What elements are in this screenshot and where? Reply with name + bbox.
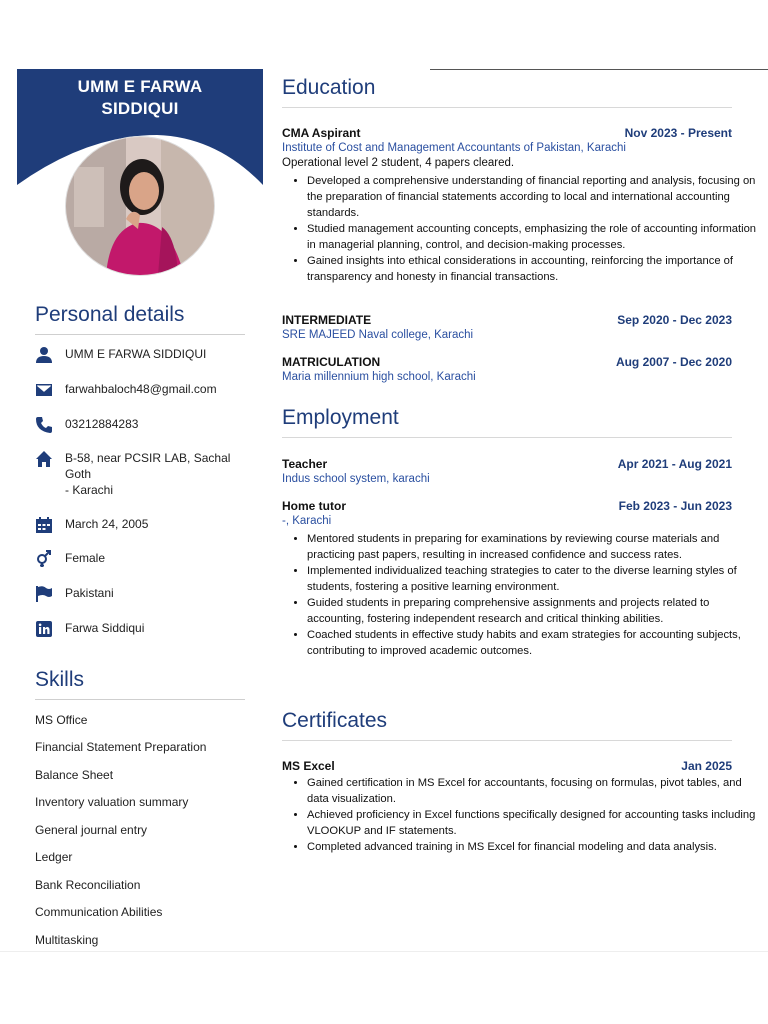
certificate-entry-title: MS Excel (282, 759, 335, 773)
education-bullets (289, 173, 757, 285)
skill-item: Communication Abilities (35, 905, 163, 919)
education-divider (282, 107, 732, 108)
flag-icon (35, 585, 53, 603)
education-entry-institution: Institute of Cost and Management Accountants of Pakistan, Karachi (282, 142, 626, 154)
employment-entry-date: Feb 2023 - Jun 2023 (618, 499, 732, 513)
personal-details-divider (35, 334, 245, 335)
education-entry-title: INTERMEDIATE (282, 313, 372, 327)
bottom-divider (0, 951, 768, 952)
skill-item: Multitasking (35, 933, 99, 947)
bullet-item: • Coached students in effective study habits and exam strategies for accounting subjects, contributing to improved academic outcomes. (307, 627, 757, 659)
bullet-item: • Studied management accounting concepts, emphasizing the role of accounting information in managerial planning, control, and decision-making processes. (307, 221, 757, 253)
education-entry-date: Sep 2020 - Dec 2023 (617, 313, 732, 327)
personal-birthdate-row (35, 516, 245, 534)
skill-item: Inventory valuation summary (35, 795, 189, 809)
employment-entry-place: -, Karachi (282, 515, 332, 527)
phone-icon (35, 416, 53, 434)
skill-item: MS Office (35, 713, 88, 727)
bullet-item: • Developed a comprehensive understanding of financial reporting and analysis, focusing on the preparation of financial statements according to local and international accounting standards. (307, 173, 757, 221)
education-entry-note: Operational level 2 student, 4 papers cleared. (282, 157, 515, 169)
employment-entry-title: Teacher (282, 457, 328, 471)
personal-name: UMM E FARWA SIDDIQUI (65, 347, 207, 361)
personal-email-row (35, 381, 245, 399)
certificates-divider (282, 740, 732, 741)
certificate-bullets (289, 775, 757, 855)
education-entry-date: Aug 2007 - Dec 2020 (615, 355, 732, 369)
top-divider (430, 69, 768, 70)
personal-phone-row (35, 416, 245, 434)
personal-linkedin[interactable]: Farwa Siddiqui (65, 621, 145, 635)
personal-linkedin-row (35, 620, 245, 638)
employment-bullets (289, 531, 757, 659)
education-heading: Education (282, 76, 376, 99)
personal-address-row (35, 450, 245, 498)
personal-gender: Female (65, 551, 106, 565)
personal-details-heading: Personal details (35, 303, 185, 326)
skills-heading: Skills (35, 668, 85, 691)
employment-entry-place: Indus school system, karachi (282, 473, 430, 485)
person-icon (35, 346, 53, 364)
skills-divider (35, 699, 245, 700)
education-entry-title: CMA Aspirant (282, 126, 361, 140)
personal-nationality: Pakistani (65, 586, 114, 600)
skill-item: Financial Statement Preparation (35, 740, 207, 754)
bullet-item: • Mentored students in preparing for examinations by reviewing course materials and practicing past papers, resulting in increased confidence and success rates. (307, 531, 757, 563)
bullet-item: • Achieved proficiency in Excel functions specifically designed for accounting tasks including VLOOKUP and IF statements. (307, 807, 757, 839)
skill-item: General journal entry (35, 823, 148, 837)
bullet-item: • Implemented individualized teaching strategies to cater to the diverse learning styles of students, fostering a positive learning environment. (307, 563, 757, 595)
education-entry-date: Nov 2023 - Present (624, 126, 732, 140)
certificate-entry-date: Jan 2025 (681, 759, 732, 773)
personal-email[interactable]: farwahbaloch48@gmail.com (65, 382, 217, 396)
bullet-item: • Completed advanced training in MS Excel for financial modeling and data analysis. (307, 839, 757, 855)
employment-heading: Employment (282, 406, 399, 429)
calendar-icon (35, 516, 53, 534)
personal-nationality-row (35, 585, 245, 603)
employment-entry-title: Home tutor (282, 499, 346, 513)
personal-address: B-58, near PCSIR LAB, Sachal Goth - Karachi (65, 451, 231, 497)
skill-item: Ledger (35, 850, 73, 864)
home-icon (35, 450, 53, 468)
education-entry-title: MATRICULATION (282, 355, 381, 369)
bullet-item: • Gained certification in MS Excel for accountants, focusing on formulas, pivot tables, and data visualization. (307, 775, 757, 807)
candidate-name: UMM E FARWA SIDDIQUI (77, 77, 203, 118)
profile-photo (66, 137, 214, 275)
certificates-heading: Certificates (282, 709, 388, 732)
education-entry-institution: SRE MAJEED Naval college, Karachi (282, 329, 474, 341)
personal-name-row (35, 346, 245, 364)
gender-icon (35, 550, 53, 568)
bullet-item: • Gained insights into ethical considerations in accounting, reinforcing the importance of transparency and honesty in financial transactions. (307, 253, 757, 285)
employment-entry-date: Apr 2021 - Aug 2021 (617, 457, 732, 471)
bullet-item: • Guided students in preparing comprehensive assignments and projects related to accounting, fostering independent research and critical thinking abilities. (307, 595, 757, 627)
employment-divider (282, 437, 732, 438)
email-icon (35, 381, 53, 399)
education-entry-institution: Maria millennium high school, Karachi (282, 371, 476, 383)
personal-gender-row (35, 550, 245, 568)
personal-birthdate: March 24, 2005 (65, 517, 149, 531)
linkedin-icon (35, 620, 53, 638)
personal-phone[interactable]: 03212884283 (65, 417, 139, 431)
skill-item: Bank Reconciliation (35, 878, 141, 892)
skill-item: Balance Sheet (35, 768, 114, 782)
